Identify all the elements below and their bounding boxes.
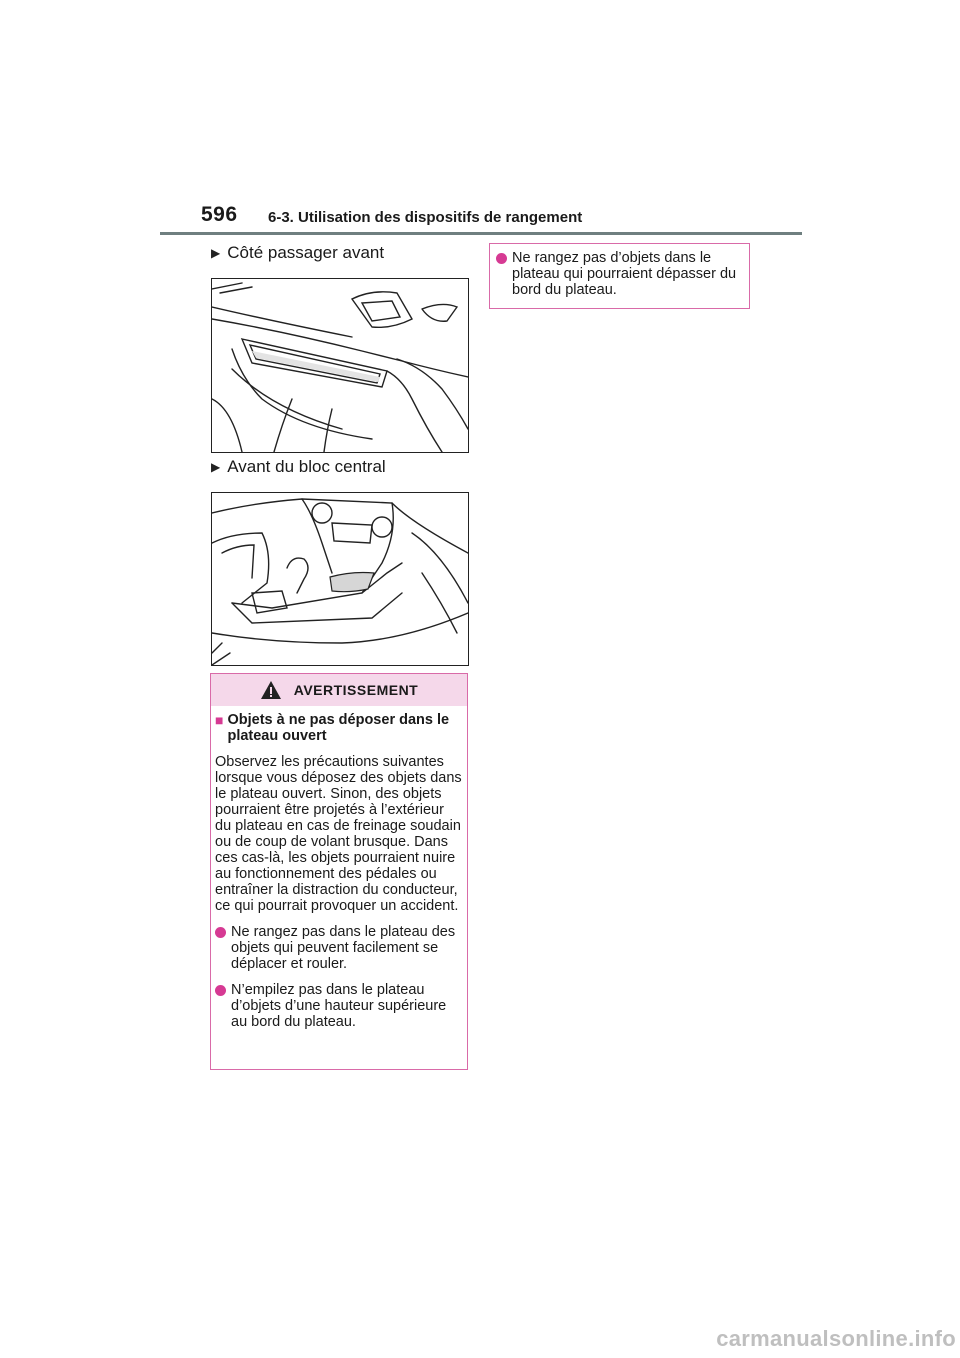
header-rule <box>160 232 802 235</box>
bullet-dot-icon <box>215 985 226 996</box>
watermark: carmanualsonline.info <box>716 1326 956 1351</box>
warning-bullet <box>215 924 463 972</box>
warning-bullet <box>215 982 463 1030</box>
figure-1-caption <box>211 243 384 263</box>
triangle-bullet-icon: ▶ <box>211 460 221 474</box>
warning-triangle-icon <box>260 680 282 700</box>
figure-1-caption-text: Côté passager avant <box>227 243 385 262</box>
section-title: 6-3. Utilisation des dispositifs de rangement <box>268 209 583 226</box>
warning-subtitle <box>215 712 463 744</box>
warning-box <box>210 673 468 1070</box>
bullet-dot-icon <box>496 253 507 264</box>
note-bullet-text: Ne rangez pas d’objets dans le plateau qui pourraient dépasser du bord du plateau. <box>512 250 737 298</box>
figure-2-caption <box>211 457 386 477</box>
figure-2-caption-text: Avant du bloc central <box>227 457 386 476</box>
page-number: 596 <box>201 203 238 226</box>
warning-title: AVERTISSEMENT <box>293 682 419 698</box>
passenger-tray-drawing <box>212 279 468 452</box>
warning-bullet-text: Ne rangez pas dans le plateau des objets qui peuvent facilement se déplacer et rouler. <box>231 924 456 972</box>
figure-center-console-illustration <box>211 492 469 666</box>
note-bullet <box>496 250 743 298</box>
warning-bullet-text: N’empilez pas dans le plateau d’objets d’une hauteur supérieure au bord du plateau. <box>231 982 447 1030</box>
square-bullet-icon: ■ <box>215 712 224 728</box>
warning-intro: Observez les précautions suivantes lorsque vous déposez des objets dans le plateau ouvert. Sinon, des objets pourraient être projetés à l’extérieur du plateau en cas de freinage soudain ou de coup de volant brusque. Dans ces cas-là, les objets pourraient nuire au fonctionnement des pédales ou entraîner la distraction du conducteur, ce qui pourrait provoquer un accident. <box>215 754 462 914</box>
warning-header <box>211 674 467 706</box>
bullet-dot-icon <box>215 927 226 938</box>
figure-passenger-side-illustration <box>211 278 469 453</box>
warning-subtitle-text: Objets à ne pas déposer dans le plateau ouvert <box>227 712 450 744</box>
center-console-drawing <box>212 493 468 665</box>
triangle-bullet-icon: ▶ <box>211 246 221 260</box>
note-box <box>489 243 750 309</box>
